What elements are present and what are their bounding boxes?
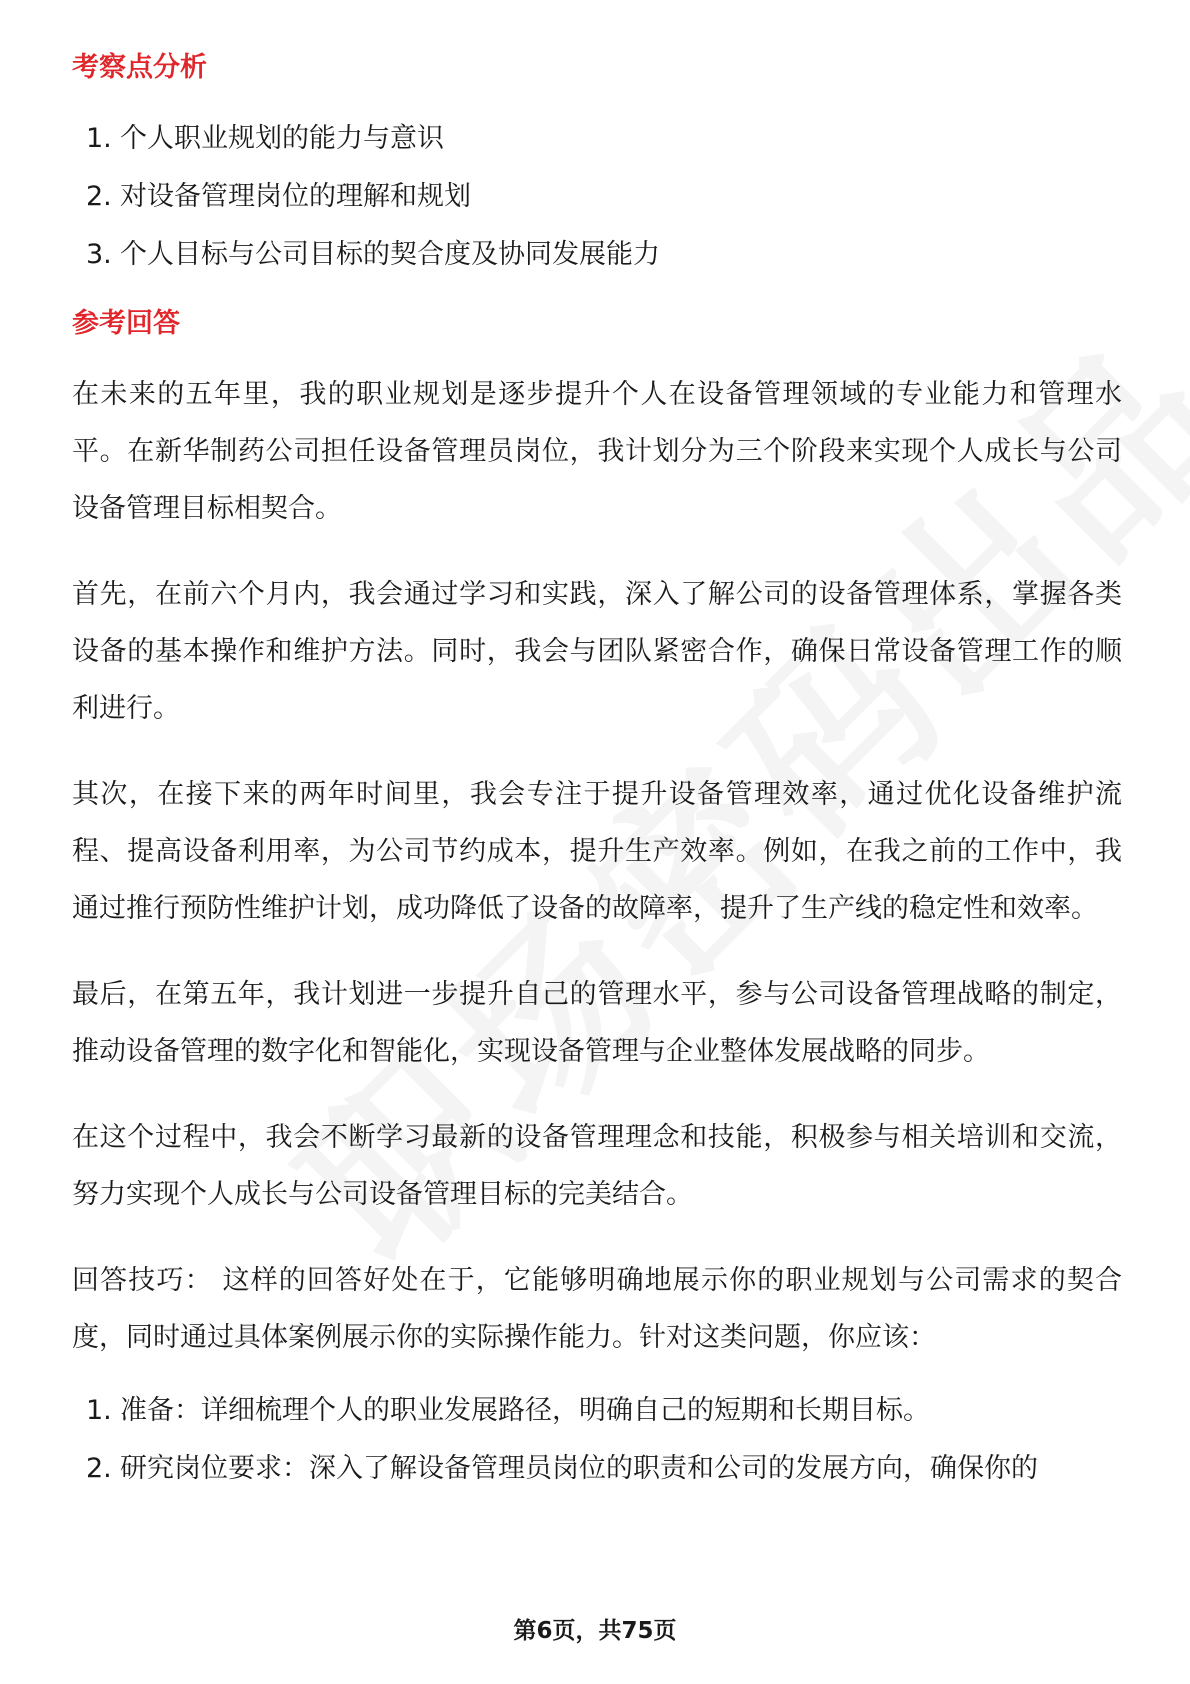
list-item-text: 研究岗位要求：深入了解设备管理员岗位的职责和公司的发展方向，确保你的 (120, 1453, 1038, 1484)
answer-paragraph: 在未来的五年里，我的职业规划是逐步提升个人在设备管理领域的专业能力和管理水平。在新华制药公司担任设备管理员岗位，我计划分为三个阶段来实现个人成长与公司设备管理目标相契合。 (72, 379, 1122, 524)
tips-list (86, 1382, 1122, 1498)
answer-tips-intro: 回答技巧： 这样的回答好处在于，它能够明确地展示你的职业规划与公司需求的契合度，同时通过具体案例展示你的实际操作能力。针对这类问题，你应该： (72, 1265, 1122, 1353)
answer-paragraph: 其次，在接下来的两年时间里，我会专注于提升设备管理效率，通过优化设备维护流程、提高设备利用率，为公司节约成本，提升生产效率。例如，在我之前的工作中，我通过推行预防性维护计划，成功降低了设备的故障率，提升了生产线的稳定性和效率。 (72, 779, 1122, 924)
analysis-heading: 考察点分析 (72, 52, 207, 83)
list-item-number: 1. (86, 123, 112, 154)
list-item-number: 3. (86, 239, 112, 270)
list-item (86, 226, 1122, 284)
page-content (72, 48, 1122, 1498)
answer-paragraph: 最后，在第五年，我计划进一步提升自己的管理水平，参与公司设备管理战略的制定，推动设备管理的数字化和智能化，实现设备管理与企业整体发展战略的同步。 (72, 979, 1122, 1067)
page-number: 第6页，共75页 (513, 1618, 677, 1644)
list-item (86, 1440, 1122, 1498)
list-item (86, 1382, 1122, 1440)
list-item-number: 2. (86, 1453, 112, 1484)
list-item (86, 168, 1122, 226)
list-item-text: 准备：详细梳理个人的职业发展路径，明确自己的短期和长期目标。 (120, 1395, 930, 1426)
analysis-list (86, 110, 1122, 284)
list-item-text: 个人目标与公司目标的契合度及协同发展能力 (120, 239, 660, 270)
list-item-number: 2. (86, 181, 112, 212)
list-item-number: 1. (86, 1395, 112, 1426)
answer-paragraph: 在这个过程中，我会不断学习最新的设备管理理念和技能，积极参与相关培训和交流，努力实现个人成长与公司设备管理目标的完美结合。 (72, 1122, 1122, 1210)
list-item-text: 个人职业规划的能力与意识 (120, 123, 444, 154)
answer-paragraph: 首先，在前六个月内，我会通过学习和实践，深入了解公司的设备管理体系，掌握各类设备的基本操作和维护方法。同时，我会与团队紧密合作，确保日常设备管理工作的顺利进行。 (72, 579, 1122, 724)
list-item (86, 110, 1122, 168)
answer-heading: 参考回答 (72, 308, 180, 339)
list-item-text: 对设备管理岗位的理解和规划 (120, 181, 471, 212)
